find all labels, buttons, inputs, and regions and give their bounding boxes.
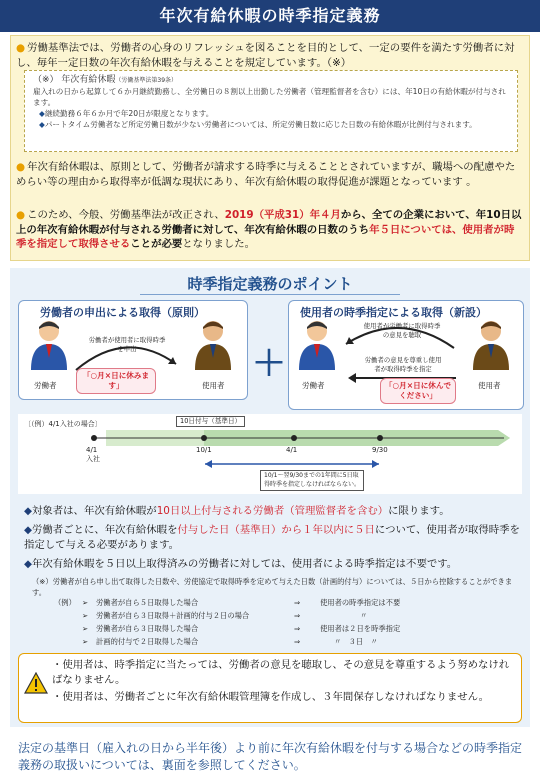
employer-label-right: 使用者 <box>478 381 501 390</box>
annual-leave-note <box>24 70 518 152</box>
worker-person-icon <box>28 318 70 370</box>
example-bullet: ➢ <box>82 624 89 633</box>
worker-request-bubble: 労働者が使用者に取得時季を申出 <box>88 336 166 353</box>
example-bullet: ➢ <box>82 637 89 646</box>
footer-note: 法定の基準日（雇入れの日から半年後）より前に年次有給休暇を付与する場合などの時季指定義務の取扱いについては、裏面を参照してください。 <box>18 741 523 772</box>
date-grant: 10/1 <box>196 446 212 454</box>
example-right: 〃 <box>360 611 368 620</box>
example-arrow: ⇒ <box>294 624 301 633</box>
date-start-label: 入社 <box>86 455 100 463</box>
example-left: 計画的付与で２日取得した場合 <box>96 637 199 646</box>
example-left: 労働者が自ら５日取得した場合 <box>96 598 199 607</box>
intro-paragraph-1: ● 労働基準法では、労働者の心身のリフレッシュを図ることを目的として、一定の要件を満たす労働者に対し、毎年一定日数の年次有給休暇を与えることを規定しています。（※） <box>16 42 515 69</box>
note-body: 雇入れの日から起算して６か月継続勤務し、全労働日の８割以上出勤した労働者（管理監督者を含む）には、年10日の有給休暇が付与されます。 <box>33 87 506 107</box>
worker-label-right: 労働者 <box>302 381 325 390</box>
date-start: 4/1 <box>86 446 98 454</box>
example-left: 労働者が自ら３日取得した場合 <box>96 624 199 633</box>
example-bullet: ➢ <box>82 598 89 607</box>
employer-designation-heading: 使用者の時季指定による取得（新設） <box>300 306 487 319</box>
designation-period-note: 10/1～翌9/30までの1年間に5日取得時季を指定しなければならない。 <box>260 470 364 491</box>
date-end: 9/30 <box>372 446 388 454</box>
example-arrow: ⇒ <box>294 637 301 646</box>
example-bullet: ➢ <box>82 611 89 620</box>
note-heading: （※） 年次有給休暇（労働基準法第39条） <box>33 75 178 85</box>
worker-request-heading: 労働者の申出による取得（原則） <box>40 306 205 319</box>
deduction-note: （※）労働者が自ら申し出て取得した日数や、労使協定で取得時季を定めて与えた日数（計画的付与）については、５日から控除することができます。 <box>32 577 513 597</box>
example-arrow: ⇒ <box>294 611 301 620</box>
intro-paragraph-2: ● 年次有給休暇は、原則として、労働者が請求する時季に与えることとされていますが、職場への配慮やためらい等の理由から取得率が低調な現状にあり、年次有給休暇の取得促進が課題となっています 。 <box>16 161 516 188</box>
warning-text-2: ・使用者は、労働者ごとに年次有給休暇管理簿を作成し、３年間保存しなければなりません。 <box>52 691 490 703</box>
employer-person-icon <box>192 318 234 370</box>
rule-exemption: ◆年次有給休暇を５日以上取得済みの労働者に対しては、使用者による時季指定は不要です。 <box>24 558 458 570</box>
example-right: 使用者の時季指定は不要 <box>320 598 401 607</box>
employer-person-icon-right <box>470 318 512 370</box>
rule-five-days: ◆労働者ごとに、年次有給休暇を付与した日（基準日）から１年以内に５日について、使用者が取得時季を指定して与える必要があります。 <box>24 524 520 551</box>
worker-request-quote: 「○月×日に休みます」 <box>76 368 156 394</box>
note-bullet-2: ◆パートタイム労働者など所定労働日数が少ない労働者については、所定労働日数に応じた日数の有給休暇が比例付与されます。 <box>39 120 477 129</box>
warning-text-1: ・使用者は、時季指定に当たっては、労働者の意見を聴取し、その意見を尊重するよう努めなければなりません。 <box>52 659 510 686</box>
employer-designate-quote: 「○月×日に休んでください」 <box>380 378 456 404</box>
grant-date-label: 10日付与（基準日） <box>176 416 245 427</box>
rule-target: ◆対象者は、年次有給休暇が10日以上付与される労働者（管理監督者を含む）に限ります。 <box>24 505 450 517</box>
employer-designate-bubble: 労働者の意見を尊重し使用者が取得時季を指定 <box>364 356 442 373</box>
employer-hearing-bubble: 使用者が労働者に取得時季の意見を聴取 <box>363 322 441 339</box>
worker-label-left: 労働者 <box>34 381 57 390</box>
points-title: 時季指定義務のポイント <box>187 275 353 293</box>
title-divider <box>140 294 400 295</box>
worker-person-icon-right <box>296 318 338 370</box>
example-label: （例） <box>54 598 76 607</box>
example-arrow: ⇒ <box>294 598 301 607</box>
timeline-case-label: 〔（例）4/1入社の場合〕 <box>24 420 102 428</box>
note-bullet-1: ◆継続勤務６年６か月で年20日が限度となります。 <box>39 109 214 118</box>
example-right: 使用者は２日を時季指定 <box>320 624 401 633</box>
example-right: 〃 ３日 〃 <box>334 637 378 646</box>
employer-label-left: 使用者 <box>202 381 225 390</box>
warning-icon <box>24 672 48 694</box>
plus-icon: ＋ <box>252 344 286 384</box>
intro-paragraph-3: ● このため、今般、労働基準法が改正され、2019（平成31）年４月から、全ての企業において、年10日以上の年次有給休暇が付与される労働者に対して、年次有給休暇の日数のうち年５日については、使用者が時季を指定して取得させることが必要となりました。 <box>16 209 522 250</box>
page-title: 年次有給休暇の時季指定義務 <box>0 0 540 32</box>
date-next-year: 4/1 <box>286 446 298 454</box>
example-left: 労働者が自ら３日取得＋計画的付与２日の場合 <box>96 611 250 620</box>
